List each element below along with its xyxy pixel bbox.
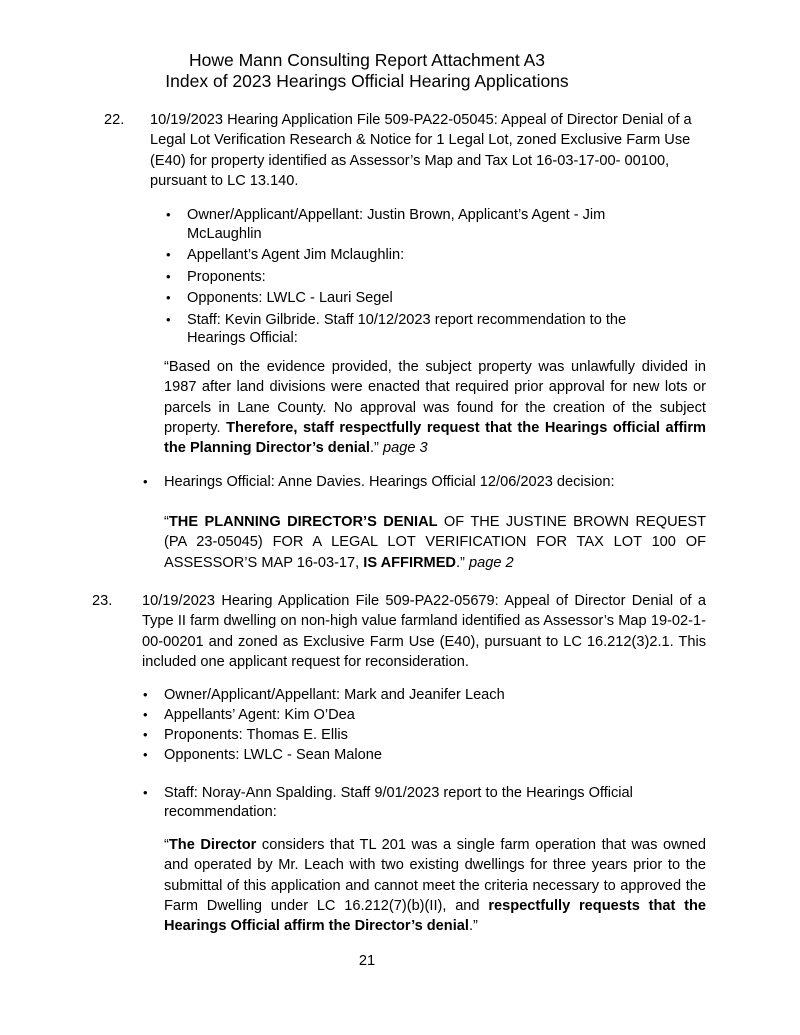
item-22-number: 22. bbox=[104, 112, 125, 128]
page-reference: page 3 bbox=[382, 440, 428, 457]
quote-subject: The Director bbox=[168, 837, 257, 853]
list-item: • Appellants’ Agent: Kim O’Dea bbox=[164, 706, 684, 725]
decision-emphasis: THE PLANNING DIRECTOR’S DENIAL bbox=[168, 514, 438, 530]
quote-text: “Based on the evidence provided, the subject property was unlawfully divided in 1987 after land divisions were enacted that required prior approval for new lots or parcels in Lane County. No approval was found for the creation of the subject property. bbox=[164, 359, 706, 436]
quote-text: considers that TL 201 was a single farm operation that was owned and operated by Mr. Leach with two existing dwellings for three years prior to the submittal of this application and cannot meet the criteria necessary to approved the Farm Dwelling under LC 16.212(7)(b)(II), and bbox=[164, 837, 706, 914]
item-23-staff-quote bbox=[164, 835, 706, 936]
list-item: • Opponents: LWLC - Sean Malone bbox=[164, 746, 684, 765]
item-22-hearings-official-list bbox=[164, 473, 684, 492]
list-item: • Owner/Applicant/Appellant: Justin Brown, Applicant’s Agent - Jim McLaughlin bbox=[187, 206, 657, 243]
list-item: • Proponents: Thomas E. Ellis bbox=[164, 726, 684, 745]
list-item: • Appellant’s Agent Jim Mclaughlin: bbox=[187, 246, 657, 265]
decision-ruling: IS AFFIRMED bbox=[363, 554, 456, 571]
list-item: • Proponents: bbox=[187, 268, 657, 287]
page-number: 21 bbox=[358, 953, 376, 969]
list-item: • Opponents: LWLC - Lauri Segel bbox=[187, 289, 657, 308]
item-23-staff-list bbox=[164, 784, 684, 821]
quote-open: “ bbox=[164, 837, 169, 853]
report-subtitle: Index of 2023 Hearings Official Hearing Applications bbox=[165, 71, 569, 91]
item-22-parties-list bbox=[187, 206, 657, 348]
list-item: • Staff: Kevin Gilbride. Staff 10/12/2023 report recommendation to the Hearings Official: bbox=[187, 311, 657, 348]
page-reference: page 2 bbox=[468, 554, 514, 571]
quote-close: .” bbox=[455, 554, 469, 571]
list-item: • Hearings Official: Anne Davies. Hearings Official 12/06/2023 decision: bbox=[164, 473, 684, 492]
item-22-description: 10/19/2023 Hearing Application File 509-PA22-05045: Appeal of Director Denial of a Legal Lot Verification Research & Notice for 1 Legal Lot, zoned Exclusive Farm Use (E40) for property identified as Assessor’s Map and Tax Lot 16-03-17-00- 00100, pursuant to LC 13.140. bbox=[150, 112, 692, 189]
quote-close: .” bbox=[369, 440, 383, 457]
quote-emphasis: respectfully requests that the Hearings Official affirm the Director’s denial bbox=[164, 897, 706, 935]
item-23-description: 10/19/2023 Hearing Application File 509-PA22-05679: Appeal of Director Denial of a Type II farm dwelling on non-high value farmland identified as Assessor’s Map 19-02-1-00-00201 and zoned as Exclusive Farm Use (E40), pursuant to LC 16.212(3)2.1. This included one applicant request for reconsideration. bbox=[142, 593, 706, 670]
decision-text: OF THE JUSTINE BROWN REQUEST (PA 23-05045) FOR A LEGAL LOT VERIFICATION FOR TAX LOT 100 OF ASSESSOR’S MAP 16-03-17, bbox=[164, 514, 706, 571]
item-22-staff-quote bbox=[164, 357, 706, 458]
quote-close: .” bbox=[468, 918, 478, 935]
list-item: • Owner/Applicant/Appellant: Mark and Jeanifer Leach bbox=[164, 686, 684, 705]
item-22-decision-quote bbox=[164, 512, 706, 573]
report-title: Howe Mann Consulting Report Attachment A3 bbox=[188, 50, 546, 70]
item-23-number: 23. bbox=[92, 593, 113, 609]
quote-emphasis: Therefore, staff respectfully request that the Hearings official affirm the Planning Director’s denial bbox=[164, 419, 707, 457]
quote-open: “ bbox=[164, 514, 169, 530]
list-item: • Staff: Noray-Ann Spalding. Staff 9/01/2023 report to the Hearings Official recommendation: bbox=[164, 784, 684, 821]
item-23-parties-list bbox=[164, 686, 684, 765]
